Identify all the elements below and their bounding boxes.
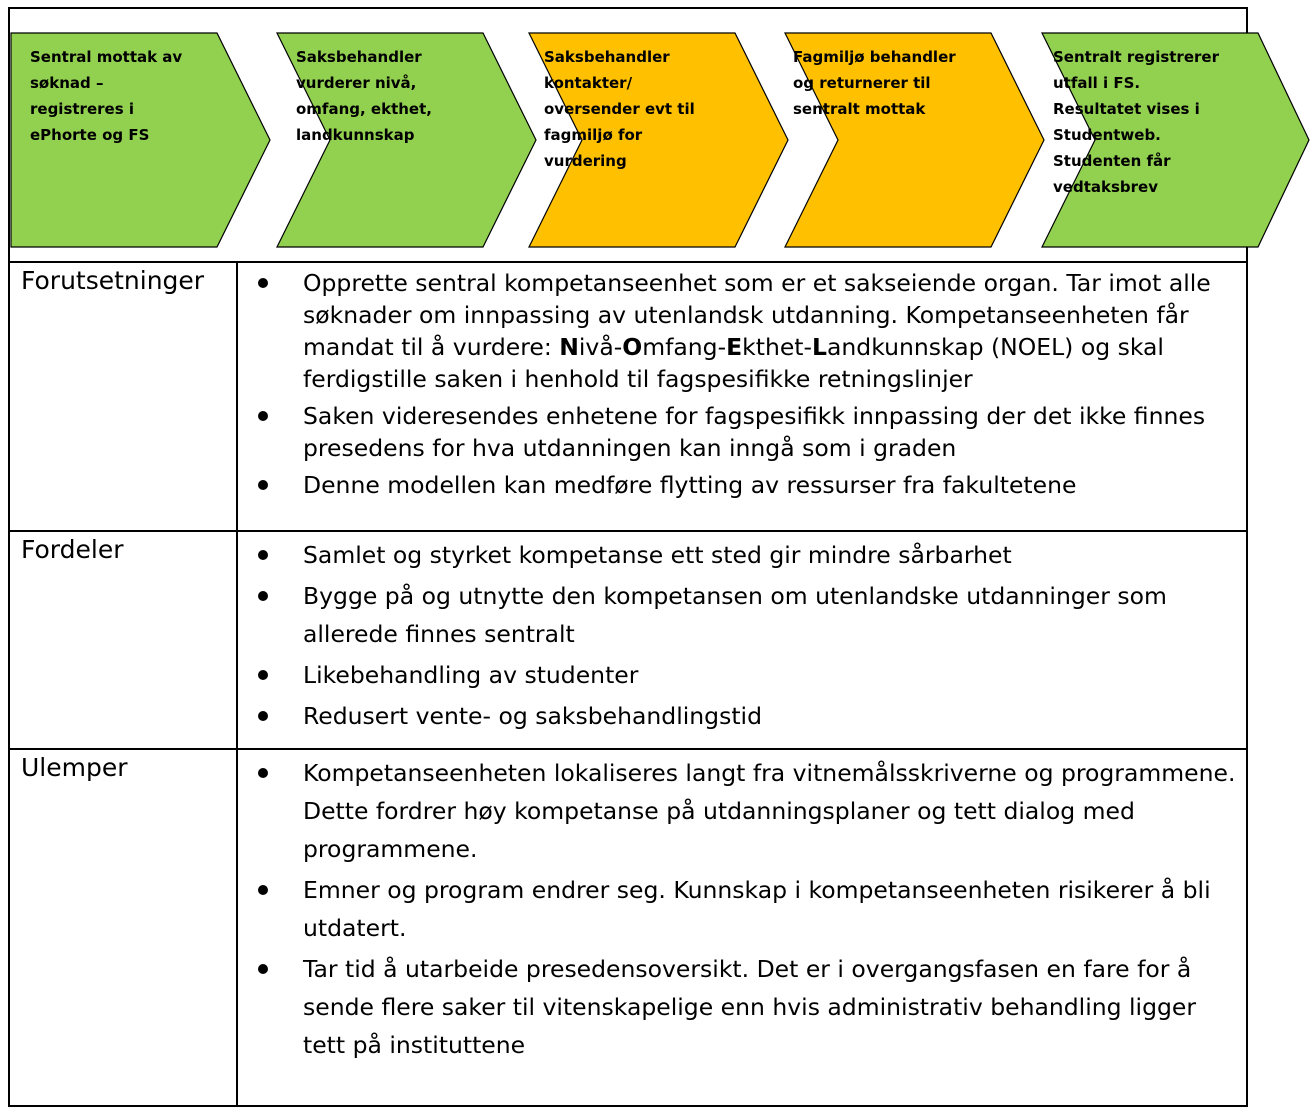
flow-step-2-text: Saksbehandler vurderer nivå, omfang, ekthet, landkunnskap — [296, 48, 432, 144]
bullet-text: Kompetanseenheten lokaliseres langt fra vitnemålsskriverne og programmene. Dette fordrer høy kompetanse på utdanningsplaner og tett dialog med programmene. — [303, 759, 1236, 863]
list-item — [238, 267, 1236, 395]
bullet-icon — [258, 278, 268, 288]
process-flow — [8, 7, 1248, 261]
bullet-icon — [258, 885, 268, 895]
row-content-forutsetninger — [237, 262, 1247, 531]
bullet-list — [238, 754, 1236, 1064]
bullet-icon — [258, 591, 268, 601]
bold-letter: N — [559, 333, 579, 361]
bullet-list — [238, 536, 1236, 735]
bullet-text: Likebehandling av studenter — [303, 661, 639, 689]
table-row — [9, 262, 1247, 531]
bullet-icon — [258, 480, 268, 490]
list-item — [238, 656, 1236, 694]
bold-letter: E — [726, 333, 743, 361]
bullet-text: ivå- — [578, 333, 623, 361]
bullet-icon — [258, 550, 268, 560]
list-item — [238, 469, 1236, 501]
bullet-text: Denne modellen kan medføre flytting av ressurser fra fakultetene — [303, 471, 1077, 499]
row-content-fordeler — [237, 531, 1247, 749]
flow-step-3 — [528, 32, 790, 248]
flow-step-5 — [1041, 32, 1311, 248]
bullet-icon — [258, 411, 268, 421]
bullet-text: mfang- — [642, 333, 727, 361]
row-label-ulemper: Ulemper — [9, 749, 237, 1106]
list-item — [238, 871, 1236, 947]
bold-letter: O — [622, 333, 643, 361]
bullet-icon — [258, 670, 268, 680]
row-label-forutsetninger: Forutsetninger — [9, 262, 237, 531]
list-item — [238, 536, 1236, 574]
flow-step-5-text: Sentralt registrerer utfall i FS. Resultatet vises i Studentweb. Studenten får vedtaksbrev — [1053, 48, 1219, 196]
bullet-list — [238, 267, 1236, 501]
document-page — [8, 7, 1248, 1102]
flow-step-1-text: Sentral mottak av søknad – registreres i ePhorte og FS — [30, 48, 183, 144]
bullet-text: andkunnskap (NOEL) og skal ferdigstille saken i henhold til fagspesifikke retningslinjer — [303, 333, 1164, 393]
list-item — [238, 697, 1236, 735]
bullet-text: Bygge på og utnytte den kompetansen om utenlandske utdanninger som allerede finnes sentralt — [303, 582, 1167, 648]
flow-step-2 — [276, 32, 538, 248]
bullet-text: Tar tid å utarbeide presedensoversikt. Det er i overgangsfasen en fare for å sende flere saker til vitenskapelige enn hvis administrativ behandling ligger tett på instituttene — [303, 955, 1197, 1059]
bullet-icon — [258, 768, 268, 778]
bullet-text: kthet- — [742, 333, 812, 361]
bullet-text: Samlet og styrket kompetanse ett sted gir mindre sårbarhet — [303, 541, 1012, 569]
table-row — [9, 749, 1247, 1106]
list-item — [238, 577, 1236, 653]
bullet-text: Saken videresendes enhetene for fagspesifikk innpassing der det ikke finnes presedens for hva utdanningen kan inngå som i graden — [303, 402, 1206, 462]
row-label-fordeler: Fordeler — [9, 531, 237, 749]
table-row — [9, 531, 1247, 749]
flow-step-3-text: Saksbehandler kontakter/ oversender evt til fagmiljø for vurdering — [544, 48, 695, 170]
flow-step-4 — [784, 32, 1046, 248]
list-item — [238, 400, 1236, 464]
list-item — [238, 950, 1236, 1064]
bullet-icon — [258, 964, 268, 974]
criteria-table — [8, 261, 1248, 1107]
bullet-text: Opprette sentral kompetanseenhet som er et sakseiende organ. Tar imot alle søknader om innpassing av utenlandsk utdanning. Kompetanseenheten får mandat til å vurdere: — [303, 269, 1211, 361]
bullet-text: Emner og program endrer seg. Kunnskap i kompetanseenheten risikerer å bli utdatert. — [303, 876, 1211, 942]
bullet-text: Redusert vente- og saksbehandlingstid — [303, 702, 762, 730]
row-content-ulemper — [237, 749, 1247, 1106]
bold-letter: L — [812, 333, 827, 361]
flow-step-1 — [10, 32, 272, 248]
bullet-icon — [258, 711, 268, 721]
flow-step-4-text: Fagmiljø behandler og returnerer til sentralt mottak — [793, 48, 956, 118]
list-item — [238, 754, 1236, 868]
